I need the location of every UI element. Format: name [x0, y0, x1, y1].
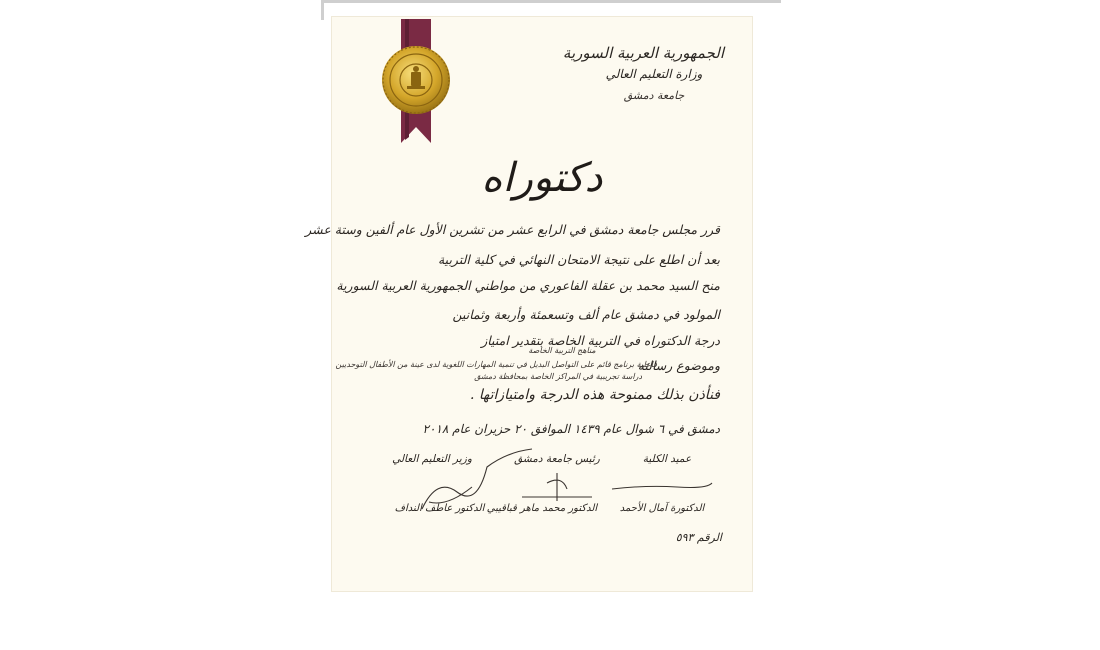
issue-date: دمشق في ٦ شوال عام ١٤٣٩ الموافق ٢٠ حزيران عام ٢٠١٨ — [422, 422, 720, 436]
certificate-title: دكتوراه — [481, 155, 603, 201]
scan-edge — [321, 0, 781, 3]
gold-seal-icon — [380, 44, 452, 116]
signature-name-president: الدكتور محمد ماهر قباقيبي — [486, 503, 598, 514]
closing-line: فنأذن بذلك ممنوحة هذه الدرجة وامتيازاتها . — [470, 387, 720, 403]
body-line: درجة الدكتوراه في التربية الخاصة بتقدير امتياز — [481, 333, 720, 348]
header-university: جامعة دمشق — [623, 89, 685, 102]
body-line: قرر مجلس جامعة دمشق في الرابع عشر من تشرين الأول عام ألفين وستة عشر — [305, 222, 720, 237]
signature-title-dean: عميد الكلية — [642, 453, 692, 465]
body-line: بعد أن اطلع على نتيجة الامتحان النهائي في كلية التربية — [437, 252, 720, 267]
signature-title-president: رئيس جامعة دمشق — [514, 453, 600, 465]
signature-name-dean: الدكتورة آمال الأحمد — [619, 503, 705, 514]
thesis-title: فاعلية برنامج قائم على التواصل البديل في تنمية المهارات اللغوية لدى عينة من الأطفال التوحديين — [335, 360, 657, 369]
doctorate-certificate — [305, 17, 752, 591]
scan-edge-side — [321, 0, 324, 20]
dean-signature — [607, 467, 717, 497]
body-line: وموضوع رسالته — [637, 358, 720, 373]
signature-name-minister: الدكتور عاطف النداف — [394, 503, 485, 514]
body-line: المولود في دمشق عام ألف وتسعمئة وأربعة وثمانين — [452, 307, 720, 322]
thesis-specialty: مناهج التربية الخاصة — [528, 346, 596, 355]
thesis-subtitle: دراسة تجريبية في المراكز الخاصة بمحافظة دمشق — [474, 372, 642, 381]
signature-title-minister: وزير التعليم العالي — [392, 453, 472, 465]
header-country: الجمهورية العربية السورية — [562, 44, 724, 62]
body-line: منح السيد محمد بن عقلة الفاعوري من مواطني الجمهورية العربية السورية — [336, 278, 720, 293]
reference-number: الرقم ٥٩٣ — [675, 531, 722, 544]
header-ministry: وزارة التعليم العالي — [605, 67, 703, 81]
